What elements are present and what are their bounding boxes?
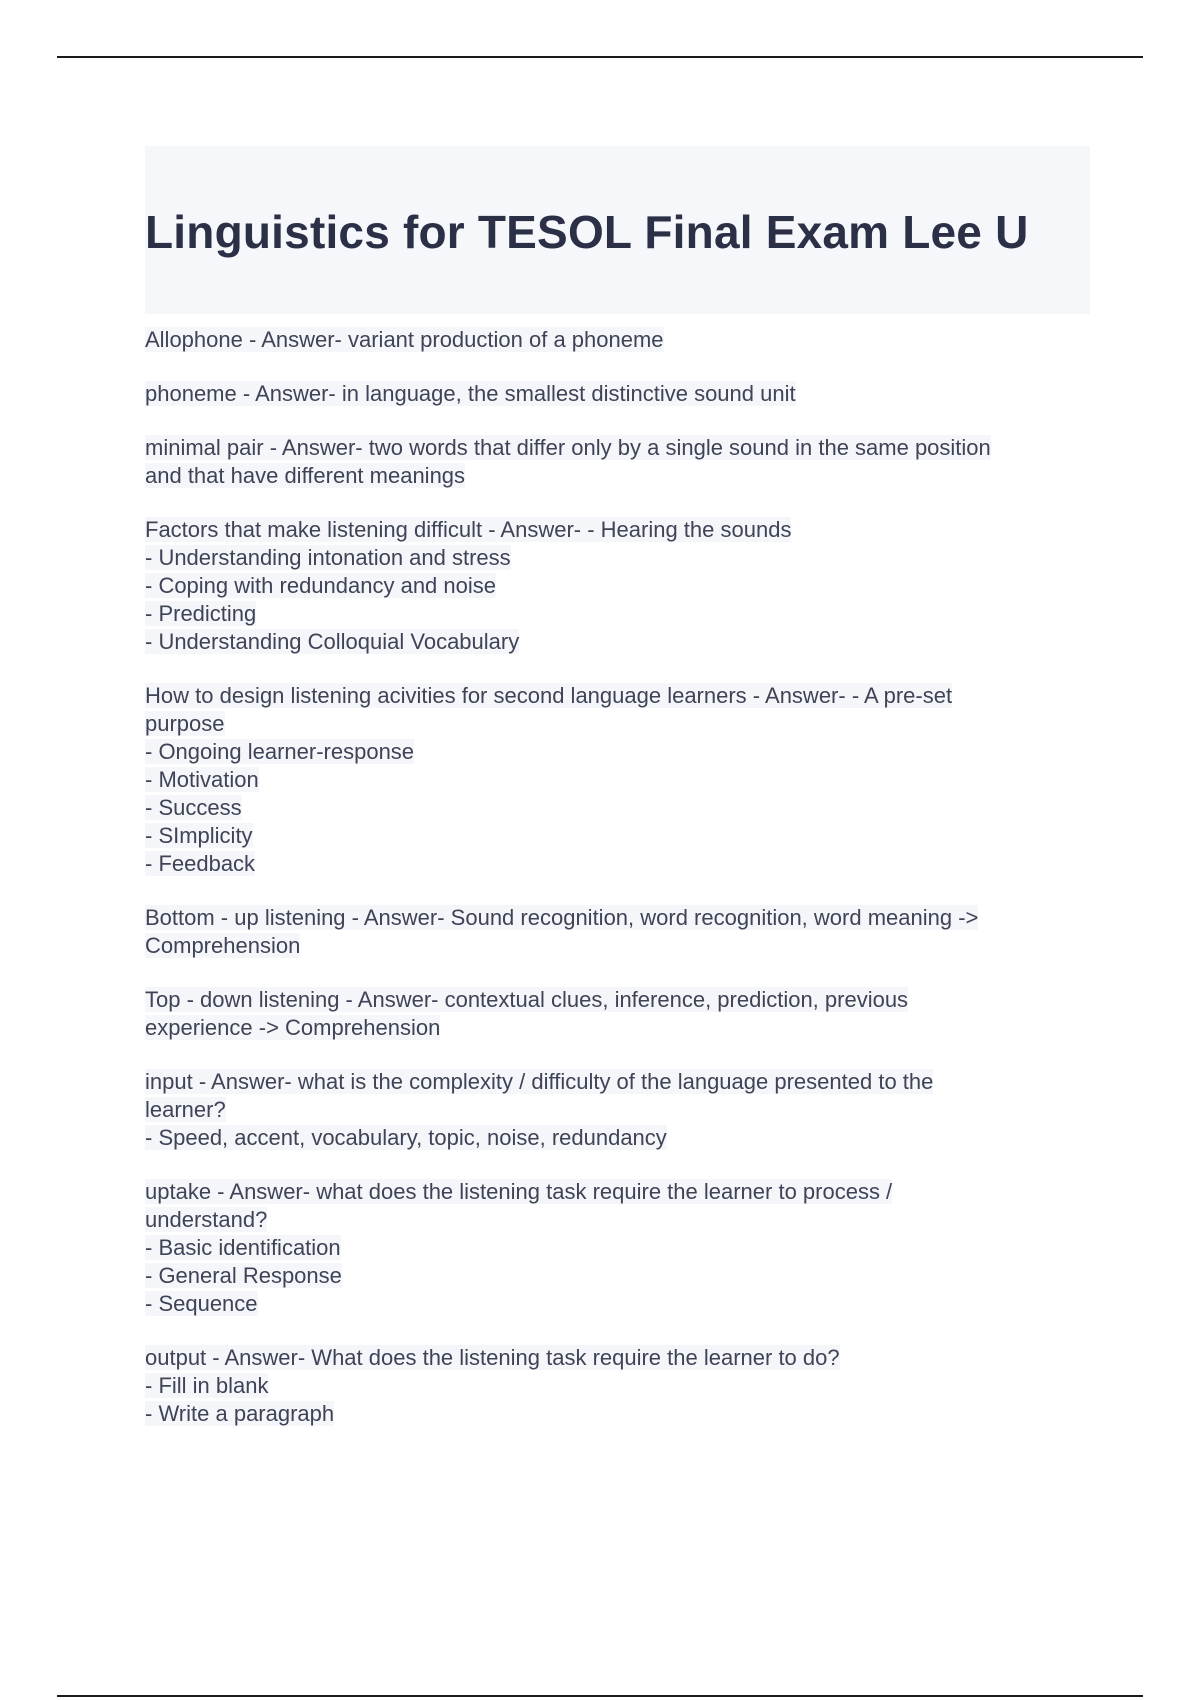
qa-answer-line xyxy=(145,1400,1090,1428)
qa-line-text: purpose xyxy=(145,711,225,736)
qa-line-text: - Motivation xyxy=(145,767,259,792)
qa-answer-line xyxy=(145,1096,1090,1124)
qa-line-text: - Write a paragraph xyxy=(145,1401,335,1426)
qa-answer-line xyxy=(145,932,1090,960)
qa-line-text: input - Answer- what is the complexity / difficulty of the language presented to the xyxy=(145,1069,934,1094)
qa-answer-line xyxy=(145,544,1090,572)
qa-entry xyxy=(145,380,1090,408)
qa-answer-line xyxy=(145,850,1090,878)
qa-line-text: output - Answer- What does the listening task require the learner to do? xyxy=(145,1345,840,1370)
qa-line-text: - Feedback xyxy=(145,851,256,876)
qa-line-text: Bottom - up listening - Answer- Sound recognition, word recognition, word meaning -> xyxy=(145,905,979,930)
qa-answer-line xyxy=(145,1234,1090,1262)
qa-line-text: - Fill in blank xyxy=(145,1373,269,1398)
qa-line-text: - Understanding intonation and stress xyxy=(145,545,511,570)
qa-answer-line xyxy=(145,822,1090,850)
qa-line-text: - Success xyxy=(145,795,242,820)
qa-line-text: Factors that make listening difficult - Answer- - Hearing the sounds xyxy=(145,517,792,542)
qa-answer-line xyxy=(145,1290,1090,1318)
qa-term-line xyxy=(145,682,1090,710)
qa-entry xyxy=(145,516,1090,656)
qa-entry xyxy=(145,904,1090,960)
qa-answer-line xyxy=(145,794,1090,822)
qa-line-text: Allophone - Answer- variant production of a phoneme xyxy=(145,327,664,352)
qa-entry xyxy=(145,326,1090,354)
qa-line-text: phoneme - Answer- in language, the smallest distinctive sound unit xyxy=(145,381,796,406)
qa-line-text: and that have different meanings xyxy=(145,463,466,488)
title-banner xyxy=(145,146,1090,314)
qa-answer-line xyxy=(145,628,1090,656)
qa-term-line xyxy=(145,516,1090,544)
qa-answer-line xyxy=(145,766,1090,794)
qa-term-line xyxy=(145,904,1090,932)
qa-line-text: Top - down listening - Answer- contextual clues, inference, prediction, previous xyxy=(145,987,909,1012)
qa-line-text: understand? xyxy=(145,1207,268,1232)
qa-line-text: - Ongoing learner-response xyxy=(145,739,415,764)
qa-line-text: learner? xyxy=(145,1097,226,1122)
qa-line-text: - Speed, accent, vocabulary, topic, noise, redundancy xyxy=(145,1125,667,1150)
qa-answer-line xyxy=(145,600,1090,628)
qa-term-line xyxy=(145,380,1090,408)
qa-line-text: Comprehension xyxy=(145,933,301,958)
qa-line-text: experience -> Comprehension xyxy=(145,1015,441,1040)
qa-term-line xyxy=(145,1178,1090,1206)
qa-term-line xyxy=(145,434,1090,462)
qa-line-text: - Predicting xyxy=(145,601,257,626)
qa-entry xyxy=(145,434,1090,490)
qa-entry xyxy=(145,986,1090,1042)
qa-entry xyxy=(145,1068,1090,1152)
qa-term-line xyxy=(145,986,1090,1014)
qa-list xyxy=(145,326,1090,1428)
qa-line-text: uptake - Answer- what does the listening task require the learner to process / xyxy=(145,1179,893,1204)
document-body xyxy=(145,146,1090,1428)
qa-answer-line xyxy=(145,738,1090,766)
qa-line-text: - SImplicity xyxy=(145,823,253,848)
qa-answer-line xyxy=(145,1206,1090,1234)
bottom-rule xyxy=(57,1695,1143,1697)
qa-answer-line xyxy=(145,1372,1090,1400)
qa-line-text: minimal pair - Answer- two words that differ only by a single sound in the same position xyxy=(145,435,991,460)
qa-entry xyxy=(145,1344,1090,1428)
qa-entry xyxy=(145,682,1090,878)
qa-line-text: - Sequence xyxy=(145,1291,258,1316)
qa-answer-line xyxy=(145,1014,1090,1042)
qa-line-text: - Coping with redundancy and noise xyxy=(145,573,497,598)
qa-term-line xyxy=(145,1344,1090,1372)
qa-term-line xyxy=(145,1068,1090,1096)
qa-line-text: - Understanding Colloquial Vocabulary xyxy=(145,629,520,654)
document-title: Linguistics for TESOL Final Exam Lee U xyxy=(145,205,1029,258)
qa-answer-line xyxy=(145,572,1090,600)
qa-answer-line xyxy=(145,462,1090,490)
qa-term-line xyxy=(145,326,1090,354)
qa-line-text: - General Response xyxy=(145,1263,342,1288)
qa-entry xyxy=(145,1178,1090,1318)
qa-answer-line xyxy=(145,710,1090,738)
qa-answer-line xyxy=(145,1262,1090,1290)
qa-line-text: - Basic identification xyxy=(145,1235,341,1260)
qa-answer-line xyxy=(145,1124,1090,1152)
top-rule xyxy=(57,56,1143,58)
qa-line-text: How to design listening acivities for second language learners - Answer- - A pre-set xyxy=(145,683,953,708)
